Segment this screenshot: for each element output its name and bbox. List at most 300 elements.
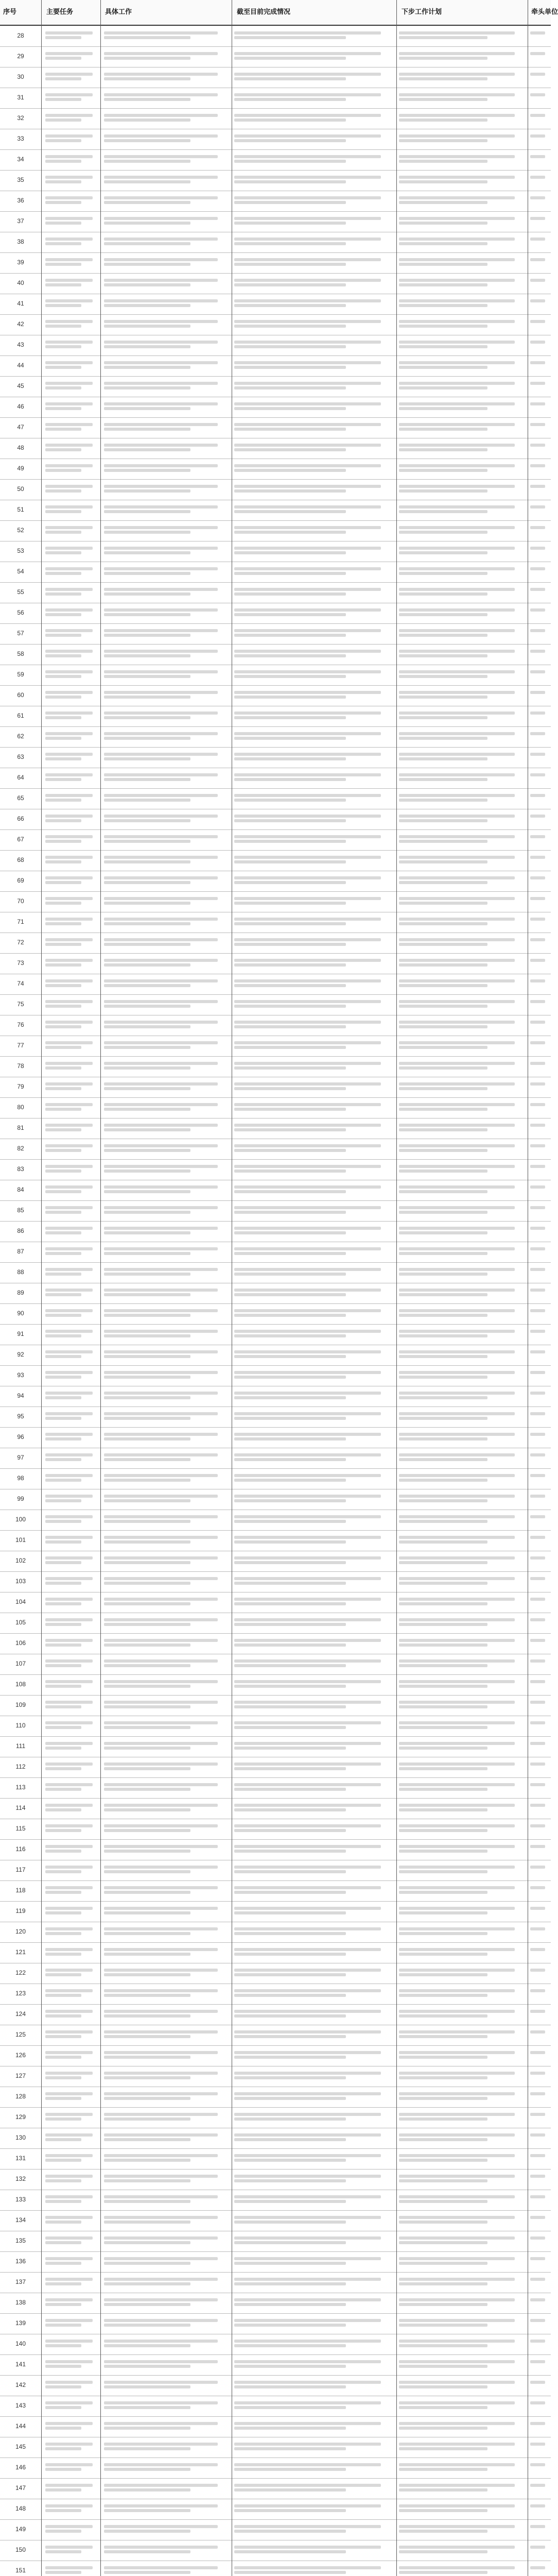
row-cell-text-placeholder bbox=[399, 1926, 525, 1938]
table-row bbox=[0, 149, 551, 171]
row-cell-text-placeholder bbox=[45, 215, 97, 228]
text-line-placeholder bbox=[45, 2447, 81, 2450]
text-line-placeholder bbox=[399, 2319, 515, 2322]
text-line-placeholder bbox=[530, 1021, 545, 1024]
text-line-placeholder bbox=[45, 196, 93, 199]
row-cell-text-placeholder bbox=[399, 2544, 525, 2556]
row-cell-text-placeholder bbox=[104, 1205, 228, 1217]
text-line-placeholder bbox=[234, 819, 346, 822]
row-cell-text-placeholder bbox=[530, 2379, 549, 2392]
row-cell-text-placeholder bbox=[234, 1143, 394, 1155]
row-cell-text-placeholder bbox=[234, 957, 394, 970]
text-line-placeholder bbox=[234, 1293, 346, 1296]
text-line-placeholder bbox=[234, 860, 346, 863]
row-cell-text-placeholder bbox=[530, 772, 549, 784]
text-line-placeholder bbox=[45, 258, 93, 261]
row-number: 67 bbox=[17, 836, 24, 843]
table-row bbox=[0, 459, 551, 480]
text-line-placeholder bbox=[530, 1371, 545, 1374]
row-cell-text-placeholder bbox=[530, 2317, 549, 2330]
row-cell-text-placeholder bbox=[234, 1802, 394, 1815]
text-line-placeholder bbox=[45, 1417, 81, 1420]
text-line-placeholder bbox=[234, 1124, 381, 1127]
row-cell-text-placeholder bbox=[45, 2070, 97, 2082]
table-row bbox=[0, 685, 551, 706]
text-line-placeholder bbox=[104, 2097, 190, 2100]
text-line-placeholder bbox=[45, 2092, 93, 2095]
row-cell-text-placeholder bbox=[234, 1761, 394, 1773]
text-line-placeholder bbox=[104, 2468, 190, 2471]
text-line-placeholder bbox=[399, 2344, 487, 2347]
row-cell-text-placeholder bbox=[104, 937, 228, 949]
text-line-placeholder bbox=[234, 650, 381, 653]
text-line-placeholder bbox=[104, 1659, 218, 1663]
text-line-placeholder bbox=[104, 2035, 190, 2038]
row-cell-text-placeholder bbox=[399, 937, 525, 949]
text-line-placeholder bbox=[399, 1376, 487, 1379]
text-line-placeholder bbox=[104, 1520, 190, 1523]
row-cell-text-placeholder bbox=[399, 916, 525, 928]
text-line-placeholder bbox=[45, 1289, 93, 1292]
row-number: 116 bbox=[15, 1845, 26, 1853]
row-cell-text-placeholder bbox=[530, 813, 549, 825]
row-cell-text-placeholder bbox=[45, 1287, 97, 1299]
text-line-placeholder bbox=[45, 299, 93, 302]
text-line-placeholder bbox=[45, 819, 81, 822]
text-line-placeholder bbox=[104, 902, 190, 905]
text-line-placeholder bbox=[399, 959, 515, 962]
row-number: 83 bbox=[17, 1165, 24, 1173]
row-number: 89 bbox=[17, 1289, 24, 1296]
text-line-placeholder bbox=[399, 1664, 487, 1667]
row-cell-text-placeholder bbox=[399, 2523, 525, 2536]
text-line-placeholder bbox=[399, 670, 515, 673]
text-line-placeholder bbox=[234, 2216, 381, 2219]
row-cell-text-placeholder bbox=[530, 92, 549, 104]
row-cell-text-placeholder bbox=[530, 1205, 549, 1217]
text-line-placeholder bbox=[530, 238, 545, 241]
row-cell-text-placeholder bbox=[234, 2523, 394, 2536]
text-line-placeholder bbox=[234, 1659, 381, 1663]
row-number: 81 bbox=[17, 1124, 24, 1131]
row-cell-text-placeholder bbox=[530, 1122, 549, 1134]
table-row bbox=[0, 623, 551, 645]
text-line-placeholder bbox=[530, 1804, 545, 1807]
row-cell-text-placeholder bbox=[104, 1720, 228, 1732]
row-cell-text-placeholder bbox=[104, 2173, 228, 2185]
text-line-placeholder bbox=[234, 1870, 346, 1873]
text-line-placeholder bbox=[399, 1886, 515, 1889]
text-line-placeholder bbox=[234, 1190, 346, 1193]
row-cell-text-placeholder bbox=[104, 1679, 228, 1691]
text-line-placeholder bbox=[399, 1437, 487, 1440]
text-line-placeholder bbox=[104, 2303, 190, 2306]
row-cell-text-placeholder bbox=[45, 1390, 97, 1402]
text-line-placeholder bbox=[45, 139, 81, 142]
text-line-placeholder bbox=[530, 1845, 545, 1848]
row-cell-text-placeholder bbox=[530, 1782, 549, 1794]
row-cell-text-placeholder bbox=[45, 236, 97, 248]
text-line-placeholder bbox=[104, 526, 218, 529]
row-cell-text-placeholder bbox=[399, 710, 525, 722]
text-line-placeholder bbox=[45, 778, 81, 781]
text-line-placeholder bbox=[45, 918, 93, 921]
row-cell-text-placeholder bbox=[45, 30, 97, 42]
text-line-placeholder bbox=[234, 1231, 346, 1234]
row-cell-text-placeholder bbox=[399, 483, 525, 496]
text-line-placeholder bbox=[234, 835, 381, 838]
row-cell-text-placeholder bbox=[104, 2111, 228, 2124]
table-row bbox=[0, 108, 551, 129]
text-line-placeholder bbox=[45, 341, 93, 344]
row-cell-text-placeholder bbox=[45, 916, 97, 928]
row-cell-text-placeholder bbox=[45, 2338, 97, 2350]
row-cell-text-placeholder bbox=[234, 1472, 394, 1485]
table-row bbox=[0, 809, 551, 830]
row-cell-text-placeholder bbox=[104, 1472, 228, 1485]
row-number: 48 bbox=[17, 444, 24, 451]
text-line-placeholder bbox=[399, 840, 487, 843]
text-line-placeholder bbox=[104, 2504, 218, 2507]
row-cell-text-placeholder bbox=[399, 298, 525, 310]
text-line-placeholder bbox=[234, 2566, 381, 2569]
text-line-placeholder bbox=[234, 2138, 346, 2141]
row-cell-text-placeholder bbox=[530, 834, 549, 846]
row-cell-text-placeholder bbox=[45, 380, 97, 393]
row-cell-text-placeholder bbox=[45, 2256, 97, 2268]
text-line-placeholder bbox=[234, 799, 346, 802]
text-line-placeholder bbox=[399, 778, 487, 781]
row-cell-text-placeholder bbox=[399, 401, 525, 413]
text-line-placeholder bbox=[399, 1659, 515, 1663]
row-cell-text-placeholder bbox=[104, 1802, 228, 1815]
text-line-placeholder bbox=[104, 1783, 218, 1786]
text-line-placeholder bbox=[45, 1227, 93, 1230]
row-cell-text-placeholder bbox=[399, 1658, 525, 1670]
row-number: 94 bbox=[17, 1392, 24, 1399]
row-cell-text-placeholder bbox=[530, 277, 549, 290]
text-line-placeholder bbox=[45, 402, 93, 405]
text-line-placeholder bbox=[104, 2262, 190, 2265]
table-row bbox=[0, 129, 551, 150]
text-line-placeholder bbox=[104, 1618, 218, 1621]
row-cell-text-placeholder bbox=[399, 2214, 525, 2227]
row-cell-text-placeholder bbox=[399, 2008, 525, 2021]
row-cell-text-placeholder bbox=[104, 1493, 228, 1505]
row-number: 91 bbox=[17, 1330, 24, 1337]
text-line-placeholder bbox=[104, 36, 190, 39]
row-cell-text-placeholder bbox=[530, 2153, 549, 2165]
text-line-placeholder bbox=[234, 2509, 346, 2512]
row-cell-text-placeholder bbox=[104, 1411, 228, 1423]
text-line-placeholder bbox=[399, 1829, 487, 1832]
text-line-placeholder bbox=[234, 1520, 346, 1523]
text-line-placeholder bbox=[399, 675, 487, 678]
text-line-placeholder bbox=[399, 2504, 515, 2507]
text-line-placeholder bbox=[399, 114, 515, 117]
text-line-placeholder bbox=[234, 73, 381, 76]
row-cell-text-placeholder bbox=[399, 360, 525, 372]
text-line-placeholder bbox=[530, 1247, 545, 1250]
text-line-placeholder bbox=[399, 31, 515, 35]
text-line-placeholder bbox=[104, 1458, 190, 1461]
table-row bbox=[0, 2354, 551, 2376]
text-line-placeholder bbox=[45, 613, 81, 616]
text-line-placeholder bbox=[234, 2117, 346, 2121]
table-row bbox=[0, 294, 551, 315]
text-line-placeholder bbox=[399, 1021, 515, 1024]
row-cell-text-placeholder bbox=[399, 1740, 525, 1753]
text-line-placeholder bbox=[234, 2133, 381, 2137]
row-cell-text-placeholder bbox=[530, 421, 549, 434]
row-cell-text-placeholder bbox=[104, 442, 228, 454]
text-line-placeholder bbox=[45, 1561, 81, 1564]
text-line-placeholder bbox=[45, 36, 81, 39]
text-line-placeholder bbox=[530, 2463, 545, 2466]
row-cell-text-placeholder bbox=[45, 1452, 97, 1464]
text-line-placeholder bbox=[104, 1103, 218, 1106]
row-number: 55 bbox=[17, 588, 24, 596]
row-cell-text-placeholder bbox=[104, 2091, 228, 2103]
text-line-placeholder bbox=[234, 1953, 346, 1956]
text-line-placeholder bbox=[104, 2076, 190, 2079]
row-cell-text-placeholder bbox=[530, 1823, 549, 1835]
text-line-placeholder bbox=[234, 1000, 381, 1003]
text-line-placeholder bbox=[530, 1536, 545, 1539]
row-cell-text-placeholder bbox=[399, 1823, 525, 1835]
text-line-placeholder bbox=[234, 1680, 381, 1683]
row-cell-text-placeholder bbox=[399, 1225, 525, 1238]
table-row bbox=[0, 1984, 551, 2005]
text-line-placeholder bbox=[104, 1417, 190, 1420]
text-line-placeholder bbox=[234, 979, 381, 982]
text-line-placeholder bbox=[234, 1907, 381, 1910]
row-cell-text-placeholder bbox=[530, 1761, 549, 1773]
text-line-placeholder bbox=[399, 634, 487, 637]
row-cell-text-placeholder bbox=[45, 2091, 97, 2103]
text-line-placeholder bbox=[399, 36, 487, 39]
table-row bbox=[0, 2540, 551, 2561]
text-line-placeholder bbox=[234, 299, 381, 302]
table-row bbox=[0, 1468, 551, 1489]
row-number: 36 bbox=[17, 197, 24, 204]
text-line-placeholder bbox=[234, 366, 346, 369]
row-cell-text-placeholder bbox=[234, 524, 394, 537]
row-cell-text-placeholder bbox=[399, 895, 525, 908]
row-cell-text-placeholder bbox=[399, 1555, 525, 1567]
text-line-placeholder bbox=[104, 1907, 218, 1910]
text-line-placeholder bbox=[45, 1495, 93, 1498]
text-line-placeholder bbox=[234, 2401, 381, 2404]
text-line-placeholder bbox=[234, 2447, 346, 2450]
text-line-placeholder bbox=[234, 279, 381, 282]
row-cell-text-placeholder bbox=[45, 1658, 97, 1670]
text-line-placeholder bbox=[45, 2509, 81, 2512]
row-number: 66 bbox=[17, 815, 24, 822]
text-line-placeholder bbox=[234, 118, 346, 122]
text-line-placeholder bbox=[45, 2030, 93, 2033]
text-line-placeholder bbox=[45, 2463, 93, 2466]
text-line-placeholder bbox=[45, 629, 93, 632]
text-line-placeholder bbox=[399, 2216, 515, 2219]
row-number: 119 bbox=[15, 1907, 26, 1914]
text-line-placeholder bbox=[234, 716, 346, 719]
text-line-placeholder bbox=[399, 1479, 487, 1482]
text-line-placeholder bbox=[234, 675, 346, 678]
text-line-placeholder bbox=[45, 1144, 93, 1147]
text-line-placeholder bbox=[104, 2179, 190, 2182]
text-line-placeholder bbox=[234, 1392, 381, 1395]
text-line-placeholder bbox=[399, 757, 487, 760]
row-number: 61 bbox=[17, 712, 24, 719]
text-line-placeholder bbox=[45, 2344, 81, 2347]
text-line-placeholder bbox=[530, 2443, 545, 2446]
row-number: 123 bbox=[15, 1990, 26, 1997]
row-cell-text-placeholder bbox=[45, 1122, 97, 1134]
table-row bbox=[0, 2251, 551, 2273]
text-line-placeholder bbox=[104, 510, 190, 513]
text-line-placeholder bbox=[45, 531, 81, 534]
row-cell-text-placeholder bbox=[45, 1823, 97, 1835]
row-cell-text-placeholder bbox=[234, 401, 394, 413]
row-number: 131 bbox=[15, 2155, 26, 2162]
row-cell-text-placeholder bbox=[104, 566, 228, 578]
row-cell-text-placeholder bbox=[45, 2482, 97, 2495]
row-cell-text-placeholder bbox=[530, 483, 549, 496]
row-cell-text-placeholder bbox=[530, 628, 549, 640]
text-line-placeholder bbox=[399, 2566, 515, 2569]
text-line-placeholder bbox=[234, 2195, 381, 2198]
row-cell-text-placeholder bbox=[530, 1720, 549, 1732]
row-number: 87 bbox=[17, 1248, 24, 1255]
text-line-placeholder bbox=[234, 592, 346, 596]
text-line-placeholder bbox=[234, 36, 346, 39]
text-line-placeholder bbox=[104, 423, 218, 426]
row-cell-text-placeholder bbox=[530, 1905, 549, 1918]
row-cell-text-placeholder bbox=[530, 2482, 549, 2495]
row-number: 29 bbox=[17, 53, 24, 60]
row-number: 79 bbox=[17, 1083, 24, 1090]
row-number: 34 bbox=[17, 156, 24, 163]
text-line-placeholder bbox=[234, 1252, 346, 1255]
row-cell-text-placeholder bbox=[399, 648, 525, 660]
text-line-placeholder bbox=[45, 711, 93, 715]
row-cell-text-placeholder bbox=[530, 30, 549, 42]
text-line-placeholder bbox=[399, 1309, 515, 1312]
header-no: 序号 bbox=[3, 8, 17, 16]
row-number: 56 bbox=[17, 609, 24, 616]
row-cell-text-placeholder bbox=[530, 2503, 549, 2515]
text-line-placeholder bbox=[234, 1334, 346, 1337]
text-line-placeholder bbox=[234, 1227, 381, 1230]
text-line-placeholder bbox=[530, 1103, 545, 1106]
table-row bbox=[0, 1860, 551, 1881]
text-line-placeholder bbox=[45, 423, 93, 426]
row-cell-text-placeholder bbox=[399, 1060, 525, 1073]
text-line-placeholder bbox=[234, 1314, 346, 1317]
text-line-placeholder bbox=[234, 902, 346, 905]
text-line-placeholder bbox=[530, 650, 545, 653]
row-cell-text-placeholder bbox=[104, 298, 228, 310]
text-line-placeholder bbox=[45, 1334, 81, 1337]
text-line-placeholder bbox=[234, 386, 346, 389]
row-cell-text-placeholder bbox=[45, 607, 97, 619]
text-line-placeholder bbox=[104, 773, 218, 776]
row-cell-text-placeholder bbox=[399, 1617, 525, 1629]
text-line-placeholder bbox=[45, 2406, 81, 2409]
text-line-placeholder bbox=[399, 217, 515, 220]
row-cell-text-placeholder bbox=[399, 2317, 525, 2330]
text-line-placeholder bbox=[104, 794, 218, 797]
row-cell-text-placeholder bbox=[399, 1843, 525, 1856]
text-line-placeholder bbox=[45, 1046, 81, 1049]
row-cell-text-placeholder bbox=[45, 854, 97, 867]
text-line-placeholder bbox=[104, 489, 190, 493]
text-line-placeholder bbox=[104, 1664, 190, 1667]
row-cell-text-placeholder bbox=[530, 1885, 549, 1897]
text-line-placeholder bbox=[104, 1066, 190, 1070]
row-cell-text-placeholder bbox=[104, 545, 228, 557]
table-row bbox=[0, 211, 551, 232]
text-line-placeholder bbox=[399, 2447, 487, 2450]
row-cell-text-placeholder bbox=[234, 2194, 394, 2206]
row-number: 64 bbox=[17, 774, 24, 781]
row-cell-text-placeholder bbox=[399, 1390, 525, 1402]
table-row bbox=[0, 417, 551, 438]
text-line-placeholder bbox=[45, 675, 81, 678]
row-cell-text-placeholder bbox=[234, 1411, 394, 1423]
row-cell-text-placeholder bbox=[45, 875, 97, 887]
text-line-placeholder bbox=[45, 1618, 93, 1621]
text-line-placeholder bbox=[234, 1643, 346, 1647]
text-line-placeholder bbox=[530, 1124, 545, 1127]
text-line-placeholder bbox=[104, 2010, 218, 2013]
text-line-placeholder bbox=[45, 1185, 93, 1189]
table-row bbox=[0, 170, 551, 191]
text-line-placeholder bbox=[104, 753, 218, 756]
table-row bbox=[0, 1077, 551, 1098]
table-row bbox=[0, 1695, 551, 1716]
text-line-placeholder bbox=[530, 423, 545, 426]
row-cell-text-placeholder bbox=[234, 1658, 394, 1670]
text-line-placeholder bbox=[399, 1850, 487, 1853]
text-line-placeholder bbox=[530, 897, 545, 900]
text-line-placeholder bbox=[399, 2422, 515, 2425]
text-line-placeholder bbox=[530, 1618, 545, 1621]
text-line-placeholder bbox=[45, 588, 93, 591]
text-line-placeholder bbox=[45, 1041, 93, 1044]
text-line-placeholder bbox=[399, 222, 487, 225]
text-line-placeholder bbox=[399, 1623, 487, 1626]
text-line-placeholder bbox=[399, 1767, 487, 1770]
row-cell-text-placeholder bbox=[45, 1205, 97, 1217]
row-cell-text-placeholder bbox=[234, 2317, 394, 2330]
row-cell-text-placeholder bbox=[399, 1637, 525, 1650]
row-cell-text-placeholder bbox=[530, 2523, 549, 2536]
row-cell-text-placeholder bbox=[234, 1287, 394, 1299]
row-cell-text-placeholder bbox=[530, 2420, 549, 2433]
row-cell-text-placeholder bbox=[399, 421, 525, 434]
text-line-placeholder bbox=[104, 134, 218, 138]
row-cell-text-placeholder bbox=[234, 1369, 394, 1382]
text-line-placeholder bbox=[234, 1804, 381, 1807]
text-line-placeholder bbox=[530, 1309, 545, 1312]
text-line-placeholder bbox=[45, 922, 81, 925]
text-line-placeholder bbox=[234, 778, 346, 781]
text-line-placeholder bbox=[104, 1829, 190, 1832]
text-line-placeholder bbox=[399, 1330, 515, 1333]
row-cell-text-placeholder bbox=[530, 2565, 549, 2576]
